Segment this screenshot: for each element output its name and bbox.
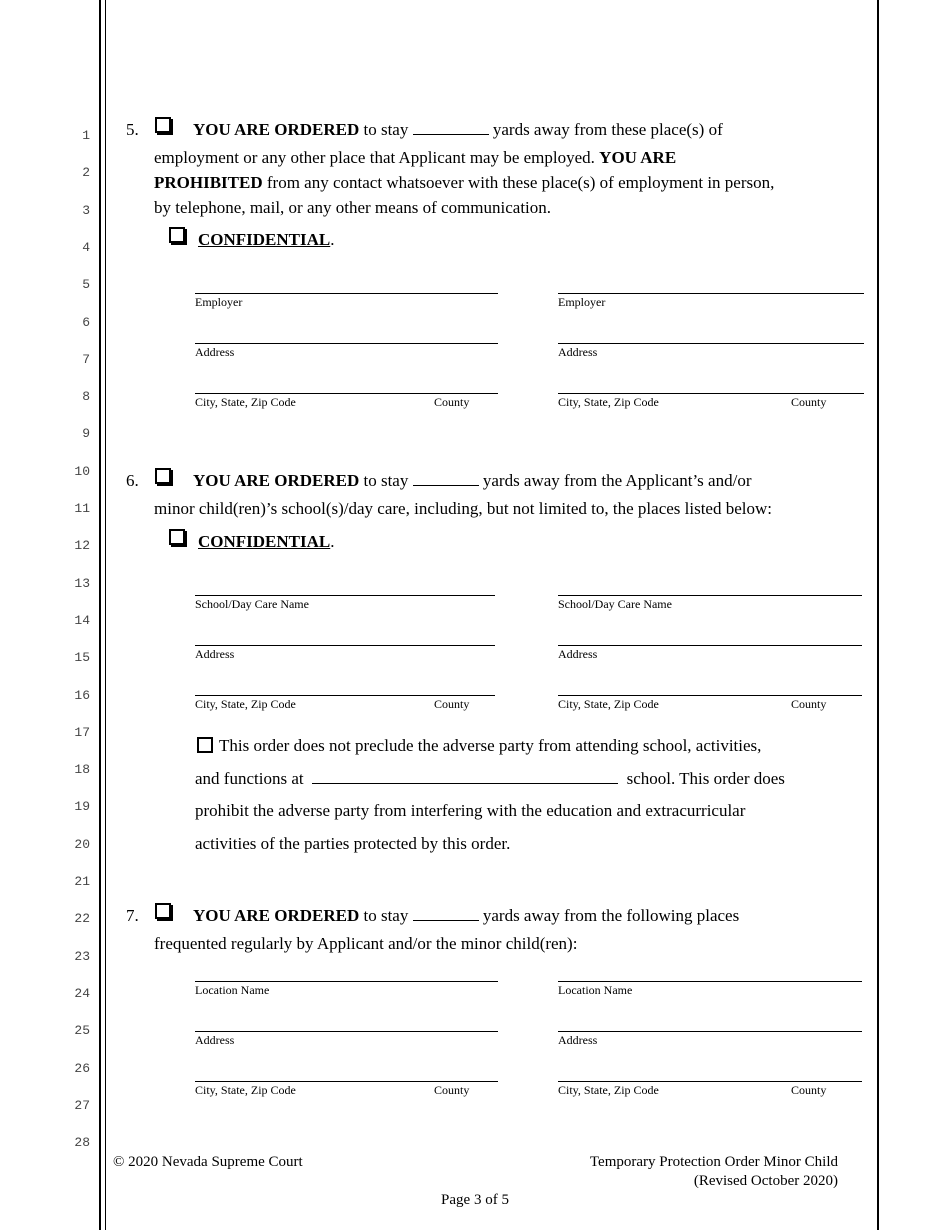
line-number: 1	[82, 128, 90, 143]
location-city-2-label: City, State, Zip Code	[558, 1083, 659, 1097]
county-2-label: County	[791, 395, 827, 409]
line-number: 2	[82, 165, 90, 181]
line-number: 4	[82, 239, 90, 255]
section-5-number: 5.	[126, 120, 139, 139]
location-address-2-line[interactable]	[558, 1031, 862, 1032]
city-2-line[interactable]	[558, 393, 864, 394]
school-address-1-label: Address	[195, 647, 235, 661]
preclude-line-3: prohibit the adverse party from interfering with the education and extracurricular	[195, 801, 746, 820]
line-number: 17	[74, 724, 90, 740]
section-5-checkbox[interactable]	[155, 117, 171, 133]
line-number: 14	[74, 612, 90, 628]
line-number: 25	[74, 1023, 90, 1039]
line-number: 11	[74, 501, 90, 516]
school-2-label: School/Day Care Name	[558, 597, 672, 611]
section-7-checkbox[interactable]	[155, 903, 171, 919]
section-6-confidential-checkbox[interactable]	[169, 529, 185, 545]
footer-form-title: Temporary Protection Order Minor Child	[589, 1154, 838, 1170]
section-5-yards-blank[interactable]	[413, 120, 489, 135]
left-margin-rule-outer	[99, 0, 101, 1230]
county-1-label: County	[434, 395, 470, 409]
line-number: 6	[82, 314, 90, 330]
school-address-2-line[interactable]	[558, 645, 862, 646]
location-city-2-line[interactable]	[558, 1081, 862, 1082]
line-number: 12	[74, 538, 90, 554]
preclude-line-2: and functions at school. This order does	[195, 769, 785, 788]
address-2-line[interactable]	[558, 343, 864, 344]
line-number: 27	[74, 1097, 90, 1113]
line-number: 23	[74, 948, 90, 964]
section-5-ordered: YOU ARE ORDERED	[193, 120, 360, 139]
section-6-confidential: CONFIDENTIAL.	[198, 532, 335, 551]
section-5-confidential: CONFIDENTIAL.	[198, 230, 335, 249]
section-7-line-1: YOU ARE ORDERED to stay yards away from the following places	[193, 906, 740, 925]
location-city-1-line[interactable]	[195, 1081, 498, 1082]
line-number: 28	[74, 1135, 90, 1151]
city-1-label: City, State, Zip Code	[195, 395, 296, 409]
school-city-1-label: City, State, Zip Code	[195, 697, 296, 711]
section-7-line-2: frequented regularly by Applicant and/or the minor child(ren):	[154, 934, 578, 953]
location-county-1-label: County	[434, 1083, 470, 1097]
employer-1-label: Employer	[195, 295, 243, 309]
school-city-1-line[interactable]	[195, 695, 495, 696]
line-number: 19	[74, 799, 90, 815]
location-2-line[interactable]	[558, 981, 862, 982]
preclude-line-4: activities of the parties protected by this order.	[195, 834, 511, 853]
school-city-2-line[interactable]	[558, 695, 862, 696]
line-number: 5	[82, 277, 90, 293]
city-2-label: City, State, Zip Code	[558, 395, 659, 409]
left-margin-rule-inner	[105, 0, 106, 1230]
footer-page-number: Page 3 of 5	[441, 1192, 509, 1208]
location-1-label: Location Name	[195, 983, 270, 997]
employer-2-line[interactable]	[558, 293, 864, 294]
section-5-line-1: YOU ARE ORDERED to stay yards away from these place(s) of	[193, 120, 723, 139]
line-number: 13	[74, 575, 90, 591]
address-1-label: Address	[195, 345, 235, 359]
preclude-line-1: This order does not preclude the adverse party from attending school, activities,	[219, 736, 762, 755]
line-number: 24	[74, 985, 90, 1001]
line-number: 15	[74, 650, 90, 666]
line-number: 18	[74, 762, 90, 778]
school-name-blank[interactable]	[312, 769, 618, 784]
line-number: 21	[74, 874, 90, 889]
line-number: 16	[74, 687, 90, 703]
section-5-line-4: by telephone, mail, or any other means of communication.	[154, 198, 552, 217]
footer-copyright: © 2020 Nevada Supreme Court	[113, 1154, 303, 1170]
section-5-line-3: PROHIBITED from any contact whatsoever with these place(s) of employment in person,	[154, 173, 775, 192]
employer-2-label: Employer	[558, 295, 606, 309]
section-6-yards-blank[interactable]	[413, 471, 479, 486]
school-county-2-label: County	[791, 697, 827, 711]
section-7-yards-blank[interactable]	[413, 906, 479, 921]
section-6-line-1: YOU ARE ORDERED to stay yards away from the Applicant’s and/or	[193, 471, 752, 490]
location-address-1-label: Address	[195, 1033, 235, 1047]
section-5-line-2: employment or any other place that Applicant may be employed. YOU ARE	[154, 148, 677, 167]
city-1-line[interactable]	[195, 393, 498, 394]
address-2-label: Address	[558, 345, 598, 359]
line-number: 8	[82, 389, 90, 405]
section-6-line-2: minor child(ren)’s school(s)/day care, including, but not limited to, the places listed below:	[154, 499, 772, 518]
section-6-checkbox[interactable]	[155, 468, 171, 484]
school-1-line[interactable]	[195, 595, 495, 596]
employer-1-line[interactable]	[195, 293, 498, 294]
school-1-label: School/Day Care Name	[195, 597, 309, 611]
section-6-number: 6.	[126, 471, 139, 490]
location-address-2-label: Address	[558, 1033, 598, 1047]
line-number: 9	[82, 426, 90, 442]
school-city-2-label: City, State, Zip Code	[558, 697, 659, 711]
location-county-2-label: County	[791, 1083, 827, 1097]
school-address-1-line[interactable]	[195, 645, 495, 646]
preclude-checkbox[interactable]	[197, 737, 213, 753]
school-2-line[interactable]	[558, 595, 862, 596]
right-margin-rule	[877, 0, 879, 1230]
section-7-number: 7.	[126, 906, 139, 925]
line-number: 10	[74, 463, 90, 479]
address-1-line[interactable]	[195, 343, 498, 344]
location-address-1-line[interactable]	[195, 1031, 498, 1032]
footer-revision: (Revised October 2020)	[693, 1173, 838, 1189]
school-county-1-label: County	[434, 697, 470, 711]
line-number: 3	[82, 202, 90, 218]
line-number: 22	[74, 911, 90, 927]
line-number: 20	[74, 836, 90, 852]
line-number: 26	[74, 1060, 90, 1076]
section-5-confidential-checkbox[interactable]	[169, 227, 185, 243]
location-2-label: Location Name	[558, 983, 633, 997]
school-address-2-label: Address	[558, 647, 598, 661]
location-city-1-label: City, State, Zip Code	[195, 1083, 296, 1097]
location-1-line[interactable]	[195, 981, 498, 982]
line-number: 7	[82, 351, 90, 367]
